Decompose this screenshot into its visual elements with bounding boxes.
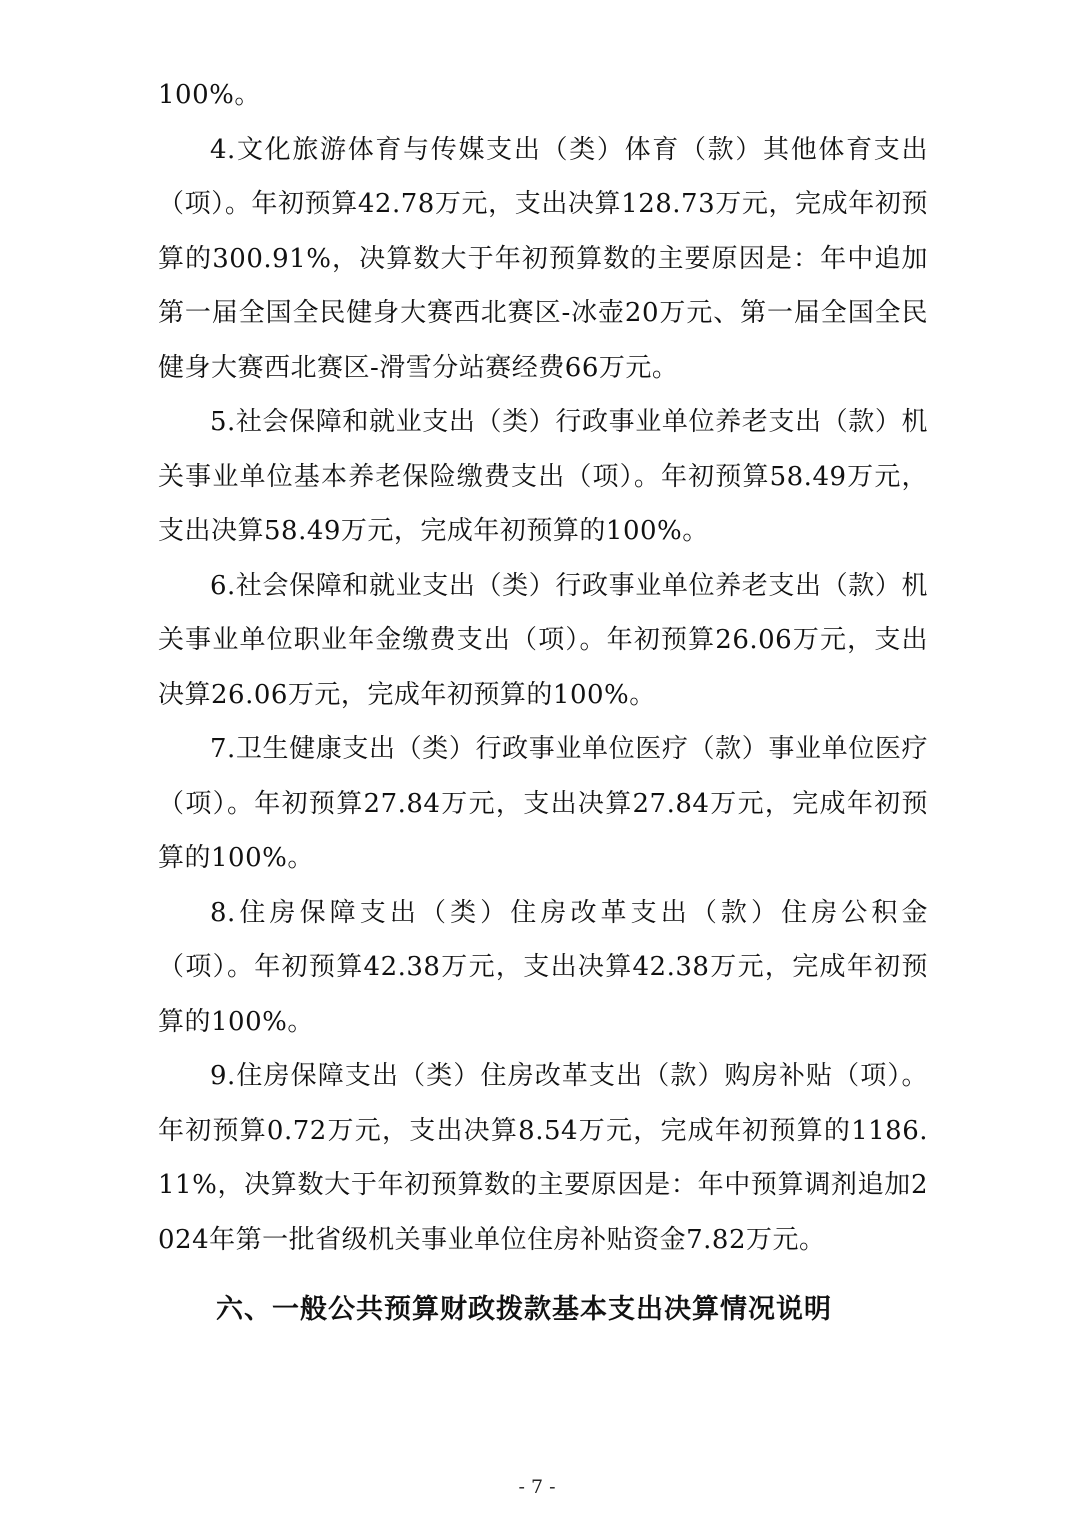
paragraph-item-4: 4.文化旅游体育与传媒支出（类）体育（款）其他体育支出（项）。年初预算42.78万元，支出决算128.73万元，完成年初预算的300.91%，决算数大于年初预算数的主要原因是：年中追加第一届全国全民健身大赛西北赛区-冰壶20万元、第一届全国全民健身大赛西北赛区-滑雪分站赛经费66万元。: [158, 134, 928, 383]
document-body: [158, 68, 928, 1267]
paragraph-item-7: 7.卫生健康支出（类）行政事业单位医疗（款）事业单位医疗（项）。年初预算27.84万元，支出决算27.84万元，完成年初预算的100%。: [158, 734, 928, 873]
section-heading: 六、一般公共预算财政拨款基本支出决算情况说明: [216, 1294, 832, 1325]
paragraph-item-6: 6.社会保障和就业支出（类）行政事业单位养老支出（款）机关事业单位职业年金缴费支出（项）。年初预算26.06万元，支出决算26.06万元，完成年初预算的100%。: [158, 570, 928, 710]
paragraph-item-5: 5.社会保障和就业支出（类）行政事业单位养老支出（款）机关事业单位基本养老保险缴费支出（项）。年初预算58.49万元，支出决算58.49万元，完成年初预算的100%。: [158, 407, 928, 546]
continuation-text: 100%。: [158, 80, 261, 110]
paragraph-item-9: 9.住房保障支出（类）住房改革支出（款）购房补贴（项）。年初预算0.72万元，支出决算8.54万元，完成年初预算的1186.11%，决算数大于年初预算数的主要原因是：年中预算调剂追加2024年第一批省级机关事业单位住房补贴资金7.82万元。: [158, 1061, 928, 1255]
page-number: - 7 -: [518, 1476, 556, 1498]
paragraph-item-8: 8.住房保障支出（类）住房改革支出（款）住房公积金（项）。年初预算42.38万元，支出决算42.38万元，完成年初预算的100%。: [158, 897, 928, 1037]
